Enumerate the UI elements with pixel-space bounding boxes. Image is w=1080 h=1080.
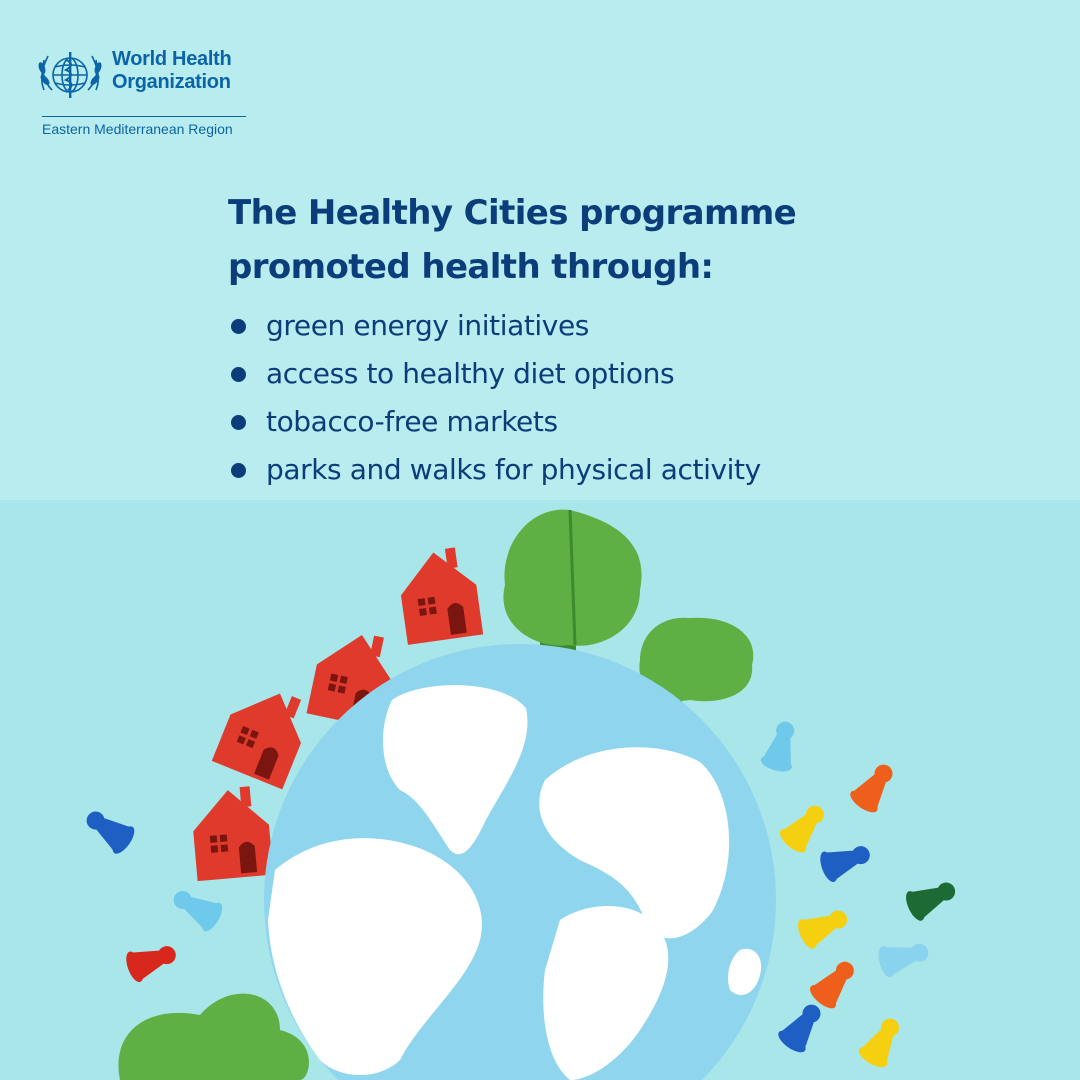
globe-illustration — [0, 500, 1080, 1080]
list-item — [228, 446, 761, 494]
org-name-line1: World Health — [112, 48, 232, 70]
headline — [228, 186, 796, 294]
bullet-text: tobacco-free markets — [266, 405, 558, 438]
org-name-line2: Organization — [112, 71, 231, 93]
list-item — [228, 350, 761, 398]
bullet-dot-icon — [231, 415, 246, 430]
bullet-list — [228, 302, 761, 494]
bullet-dot-icon — [231, 463, 246, 478]
bullet-text: access to healthy diet options — [266, 357, 675, 390]
bullet-text: green energy initiatives — [266, 309, 589, 342]
who-logo — [36, 40, 256, 140]
bullet-dot-icon — [231, 367, 246, 382]
bullet-dot-icon — [231, 319, 246, 334]
headline-line2: promoted health through: — [228, 247, 714, 287]
headline-line1: The Healthy Cities programme — [228, 193, 797, 233]
list-item — [228, 302, 761, 350]
bullet-text: parks and walks for physical activity — [266, 453, 761, 486]
logo-divider — [42, 116, 246, 117]
who-emblem-icon — [36, 46, 104, 104]
org-region: Eastern Mediterranean Region — [42, 121, 233, 137]
org-name — [112, 48, 231, 94]
list-item — [228, 398, 761, 446]
